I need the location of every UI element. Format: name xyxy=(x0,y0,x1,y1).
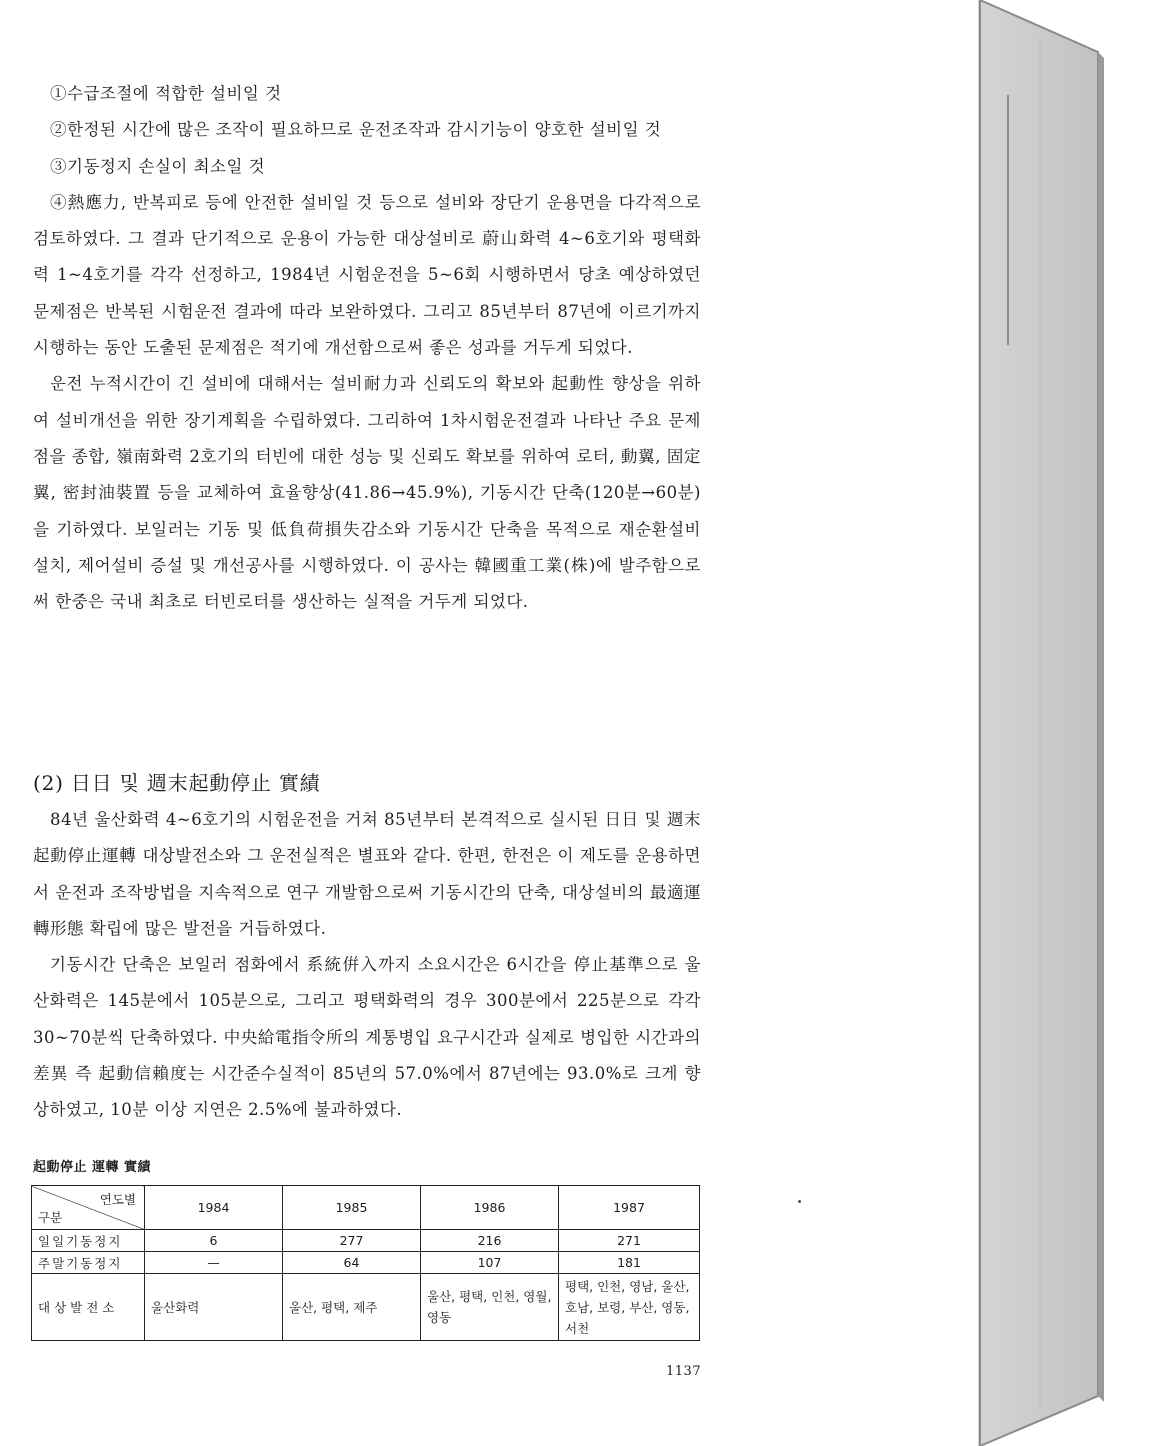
scan-speck xyxy=(798,1200,801,1203)
results-table xyxy=(31,1185,700,1341)
table-cell: 216 xyxy=(421,1230,559,1252)
section-heading: (2) 日日 및 週末起動停止 實績 xyxy=(33,771,321,795)
table-header-row xyxy=(32,1186,700,1230)
corner-top-label: 연도별 xyxy=(99,1192,136,1207)
paragraph: 84년 울산화력 4~6호기의 시험운전을 거쳐 85년부터 본격적으로 실시된 日日 및 週末起動停止運轉 대상발전소와 그 운전실적은 별표와 같다. 한편, 한전은 이 제도를 운용하면서 운전과 조작방법을 지속적으로 연구 개발함으로써 기동시간의 단축, 대상설비의 最適運轉形態 확립에 많은 발전을 거듭하였다. xyxy=(33,810,701,938)
corner-bottom-label: 구분 xyxy=(38,1210,63,1225)
table-cell: 평택, 인천, 영남, 울산, 호남, 보령, 부산, 영동, 서천 xyxy=(559,1274,700,1341)
table-row xyxy=(32,1274,700,1341)
paragraph: ③기동정지 손실이 최소일 것 xyxy=(50,156,266,176)
year-header: 1984 xyxy=(145,1186,283,1230)
book-edge-graphic xyxy=(978,0,1173,1446)
body-text-bottom xyxy=(33,802,701,1129)
book-edge-shading xyxy=(978,0,1173,1446)
page-number: 1137 xyxy=(666,1364,702,1379)
paragraph: 기동시간 단축은 보일러 점화에서 系統倂入까지 소요시간은 6시간을 停止基準으로 울산화력은 145분에서 105분으로, 그리고 평택화력의 경우 300분에서 225분으로 각각 30~70분씩 단축하였다. 中央給電指令所의 계통병입 요구시간과 실제로 병입한 시간과의 差異 즉 起動信賴度는 시간준수실적이 85년의 57.0%에서 87년에는 93.0%로 크게 향상하였고, 10분 이상 지연은 2.5%에 불과하였다. xyxy=(33,955,701,1120)
table-cell: 6 xyxy=(145,1230,283,1252)
paragraph: ②한정된 시간에 많은 조작이 필요하므로 운전조작과 감시기능이 양호한 설비일 것 xyxy=(50,120,662,140)
paragraph: 운전 누적시간이 긴 설비에 대해서는 설비耐力과 신뢰도의 확보와 起動性 향상을 위하여 설비개선을 위한 장기계획을 수립하였다. 그리하여 1차시험운전결과 나타난 주요 문제점을 종합, 嶺南화력 2호기의 터빈에 대한 성능 및 신뢰도 확보를 위하여 로터, 動翼, 固定翼, 密封油裝置 등을 교체하여 효율향상(41.86→45.9%), 기동시간 단축(120분→60분)을 기하였다. 보일러는 기동 및 低負荷損失감소와 기동시간 단축을 목적으로 재순환설비 설치, 제어설비 증설 및 개선공사를 시행하였다. 이 공사는 韓國重工業(株)에 발주함으로써 한중은 국내 최초로 터빈로터를 생산하는 실적을 거두게 되었다. xyxy=(33,374,701,612)
table-cell: 271 xyxy=(559,1230,700,1252)
paragraph: ①수급조절에 적합한 설비일 것 xyxy=(50,84,282,103)
year-header: 1985 xyxy=(283,1186,421,1230)
table-cell: 울산화력 xyxy=(145,1274,283,1341)
table-cell: 울산, 평택, 인천, 영월, 영동 xyxy=(421,1274,559,1341)
table-corner-cell xyxy=(32,1186,145,1230)
row-label: 주말기동정지 xyxy=(32,1252,145,1274)
table-row xyxy=(32,1252,700,1274)
paragraph: ④熱應力, 반복피로 등에 안전한 설비일 것 등으로 설비와 장단기 운용면을 다각적으로 검토하였다. 그 결과 단기적으로 운용이 가능한 대상설비로 蔚山화력 4~6호기와 평택화력 1~4호기를 각각 선정하고, 1984년 시험운전을 5~6회 시행하면서 당초 예상하였던 문제점은 반복된 시험운전 결과에 따라 보완하였다. 그리고 85년부터 87년에 이르기까지 시행하는 동안 도출된 문제점은 적기에 개선함으로써 좋은 성과를 거두게 되었다. xyxy=(33,192,701,358)
table-cell: 277 xyxy=(283,1230,421,1252)
year-header: 1986 xyxy=(421,1186,559,1230)
table-cell: 울산, 평택, 제주 xyxy=(283,1274,421,1341)
table-cell: 64 xyxy=(283,1252,421,1274)
table-title: 起動停止 運轉 實績 xyxy=(33,1160,152,1175)
table-cell: 181 xyxy=(559,1252,700,1274)
year-header: 1987 xyxy=(559,1186,700,1230)
row-label: 일일기동정지 xyxy=(32,1230,145,1252)
table-row xyxy=(32,1230,700,1252)
table-cell: — xyxy=(145,1252,283,1274)
table-cell: 107 xyxy=(421,1252,559,1274)
row-label: 대상발전소 xyxy=(32,1274,145,1341)
body-text-top xyxy=(33,76,701,620)
